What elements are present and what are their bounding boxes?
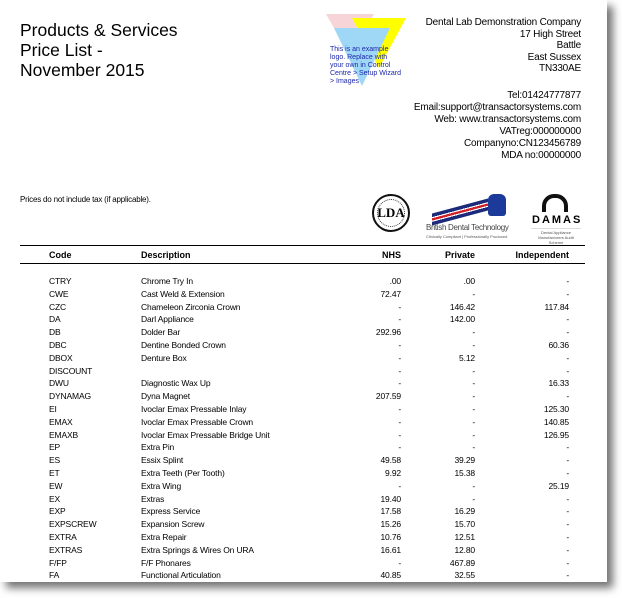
cell-code: F/FP — [49, 557, 67, 568]
cell-description: F/F Phonares — [141, 557, 191, 568]
table-row — [20, 301, 585, 314]
address-line: Battle — [556, 40, 581, 51]
table-row — [20, 288, 585, 301]
cell-description: Dyna Magnet — [141, 391, 190, 402]
cell-nhs: - — [398, 378, 401, 389]
example-logo — [322, 14, 402, 84]
cell-independent: - — [566, 288, 569, 299]
cell-description: Chameleon Zirconia Crown — [141, 301, 241, 312]
table-row — [20, 429, 585, 442]
cell-nhs: 19.40 — [380, 493, 401, 504]
cell-nhs: - — [398, 403, 401, 414]
cell-independent: - — [566, 352, 569, 363]
cell-nhs: - — [398, 339, 401, 350]
cell-code: EXPSCREW — [49, 519, 97, 530]
table-row — [20, 365, 585, 378]
table-row — [20, 544, 585, 557]
cell-nhs: 72.47 — [380, 288, 401, 299]
cell-private: - — [472, 429, 475, 440]
cell-independent: - — [566, 506, 569, 517]
table-row — [20, 313, 585, 326]
cell-nhs: - — [398, 557, 401, 568]
cell-code: DB — [49, 327, 61, 338]
cell-description: Extra Teeth (Per Tooth) — [141, 467, 225, 478]
cell-independent: - — [566, 442, 569, 453]
lda-seal-icon — [372, 194, 410, 232]
cell-description: Functional Articulation — [141, 570, 221, 581]
address-line: East Sussex — [527, 51, 581, 63]
cell-private: 32.55 — [454, 570, 475, 581]
cell-independent: - — [566, 557, 569, 568]
header-nhs: NHS — [381, 250, 401, 260]
cell-nhs: 10.76 — [380, 531, 401, 542]
cell-code: EP — [49, 442, 61, 453]
cell-private: - — [472, 378, 475, 389]
cell-description: Dolder Bar — [141, 327, 181, 338]
title-line-1: Products & Services — [20, 20, 178, 40]
cell-private: - — [472, 416, 475, 427]
cell-independent: - — [566, 519, 569, 530]
cell-nhs: - — [398, 301, 401, 312]
cell-description: Extra Pin — [141, 442, 175, 453]
damas-logo — [528, 194, 584, 245]
cell-private: 15.38 — [454, 467, 475, 478]
cell-independent: 125.30 — [543, 403, 569, 414]
cell-independent: 25.19 — [548, 480, 569, 491]
tooth-arch-icon — [542, 194, 568, 212]
table-row — [20, 531, 585, 544]
tooth-icon — [488, 194, 506, 216]
cell-independent: - — [566, 455, 569, 466]
vat-reg: VATreg:000000000 — [499, 126, 581, 137]
cell-code: EXP — [49, 506, 66, 517]
table-row — [20, 454, 585, 467]
cell-independent: 60.36 — [548, 339, 569, 350]
table-row — [20, 352, 585, 365]
cell-private: 39.29 — [454, 455, 475, 466]
cell-code: FA — [49, 570, 60, 581]
table-row — [20, 557, 585, 570]
table-row — [20, 505, 585, 518]
cell-description: Chrome Try In — [141, 276, 193, 286]
title-line-3: November 2015 — [20, 60, 145, 80]
cell-nhs: 16.61 — [380, 544, 401, 555]
bdt-title: British Dental Technology — [426, 223, 509, 232]
cell-description: Extra Repair — [141, 531, 187, 542]
cell-code: EXTRAS — [49, 544, 83, 555]
cell-private: - — [472, 339, 475, 350]
table-row — [20, 326, 585, 339]
cell-description: Cast Weld & Extension — [141, 288, 225, 299]
cell-nhs: - — [398, 365, 401, 376]
contact-block — [414, 90, 581, 162]
table-row — [20, 480, 585, 493]
cell-private: 142.00 — [449, 314, 475, 325]
company-address-block — [426, 17, 581, 75]
cell-nhs: 9.92 — [385, 467, 401, 478]
cell-code: EXTRA — [49, 531, 77, 542]
address-line: TN330AE — [539, 63, 581, 74]
cell-nhs: - — [398, 480, 401, 491]
cell-description: Expansion Screw — [141, 519, 205, 530]
cell-independent: - — [566, 544, 569, 555]
table-row — [20, 390, 585, 403]
cell-nhs: .00 — [389, 276, 401, 286]
tax-note: Prices do not include tax (if applicable). — [20, 195, 151, 204]
cell-description: Ivoclar Emax Pressable Bridge Unit — [141, 429, 270, 440]
table-row — [20, 493, 585, 506]
header-code: Code — [49, 250, 72, 260]
email: Email:support@transactorsystems.com — [413, 102, 581, 113]
header-private: Private — [444, 250, 475, 260]
cell-code: DBC — [49, 339, 67, 350]
cell-independent: - — [566, 493, 569, 504]
cell-independent: - — [566, 314, 569, 325]
cell-code: EX — [49, 493, 61, 504]
table-body — [20, 264, 585, 582]
company-number: Companyno:CN123456789 — [464, 138, 581, 149]
cell-description: Ivoclar Emax Pressable Crown — [141, 416, 254, 427]
cell-description: Essix Splint — [141, 455, 184, 466]
cell-description: Extra Wing — [141, 480, 182, 491]
cell-description: Diagnostic Wax Up — [141, 378, 211, 389]
cell-private: 15.70 — [454, 519, 475, 530]
cell-private: 467.89 — [449, 557, 475, 568]
cell-private: 5.12 — [459, 352, 475, 363]
cell-private: - — [472, 391, 475, 402]
damas-subtitle: Dental Appliance Manufacturers Audit Scheme — [531, 228, 581, 245]
cell-code: ES — [49, 455, 61, 466]
cell-nhs: - — [398, 314, 401, 325]
cell-description: Extras — [141, 493, 165, 504]
cell-independent: - — [566, 570, 569, 581]
cell-code: EW — [49, 480, 63, 491]
cell-independent: - — [566, 276, 569, 286]
table-row — [20, 275, 585, 288]
company-name: Dental Lab Demonstration Company — [425, 17, 581, 28]
address-line: 17 High Street — [519, 28, 581, 40]
table-row — [20, 467, 585, 480]
bdt-subtitle: Clinically Compliant | Professionally Produced — [426, 234, 508, 239]
cell-description: Ivoclar Emax Pressable Inlay — [141, 403, 247, 414]
cell-independent: - — [566, 327, 569, 338]
cell-nhs: 17.58 — [380, 506, 401, 517]
cell-description: Denture Box — [141, 352, 187, 363]
cell-nhs: 40.85 — [380, 570, 401, 581]
cell-nhs: 207.59 — [375, 391, 401, 402]
cell-code: CWE — [49, 288, 69, 299]
cell-code: EMAX — [49, 416, 73, 427]
mda-number: MDA no:00000000 — [501, 150, 581, 161]
cell-private: 12.51 — [454, 531, 475, 542]
cell-independent: 140.85 — [543, 416, 569, 427]
table-row — [20, 339, 585, 352]
cell-nhs: - — [398, 442, 401, 453]
cell-nhs: - — [398, 352, 401, 363]
header-description: Description — [141, 250, 191, 260]
telephone: Tel:01424777877 — [507, 90, 581, 101]
union-flag-icon — [432, 198, 488, 225]
table-row — [20, 569, 585, 582]
cell-description: Extra Springs & Wires On URA — [141, 544, 254, 555]
cell-nhs: 49.58 — [380, 455, 401, 466]
accreditation-badges — [370, 192, 590, 244]
cell-private: - — [472, 288, 475, 299]
cell-independent: 16.33 — [548, 378, 569, 389]
cell-code: DA — [49, 314, 61, 325]
cell-description: Darl Appliance — [141, 314, 194, 325]
cell-independent: - — [566, 391, 569, 402]
cell-code: DWU — [49, 378, 69, 389]
table-row — [20, 518, 585, 531]
cell-description: Dentine Bonded Crown — [141, 339, 226, 350]
cell-code: CZC — [49, 301, 67, 312]
table-row — [20, 441, 585, 454]
cell-code: ET — [49, 467, 60, 478]
damas-title: DAMAS — [532, 214, 583, 226]
cell-code: DYNAMAG — [49, 391, 91, 402]
cell-private: 12.80 — [454, 544, 475, 555]
cell-private: - — [472, 493, 475, 504]
cell-private: - — [472, 327, 475, 338]
cell-code: EMAXB — [49, 429, 79, 440]
cell-code: CTRY — [49, 276, 72, 286]
table-row — [20, 416, 585, 429]
cell-nhs: - — [398, 416, 401, 427]
cell-nhs: 15.26 — [380, 519, 401, 530]
cell-nhs: - — [398, 429, 401, 440]
cell-code: DISCOUNT — [49, 365, 93, 376]
cell-independent: 117.84 — [544, 301, 569, 312]
cell-code: DBOX — [49, 352, 73, 363]
cell-independent: - — [566, 531, 569, 542]
cell-private: 16.29 — [454, 506, 475, 517]
cell-private: - — [472, 365, 475, 376]
cell-nhs: 292.96 — [375, 327, 401, 338]
price-table — [20, 245, 585, 582]
cell-code: EI — [49, 403, 57, 414]
cell-private: - — [472, 403, 475, 414]
cell-private: - — [472, 442, 475, 453]
lda-label: LDA — [377, 205, 405, 220]
table-row — [20, 403, 585, 416]
cell-private: 146.42 — [449, 301, 475, 312]
cell-private: - — [472, 480, 475, 491]
cell-private: .00 — [463, 276, 475, 286]
logo-placeholder-text: This is an example logo. Replace with your own in Control Centre > Setup Wizard > Images — [330, 46, 402, 85]
cell-independent: 126.95 — [543, 429, 569, 440]
table-row — [20, 377, 585, 390]
cell-independent: - — [566, 467, 569, 478]
cell-independent: - — [566, 365, 569, 376]
table-header — [20, 245, 585, 264]
british-dental-technology-logo — [426, 192, 516, 242]
document-title — [20, 20, 178, 80]
cell-description: Express Service — [141, 506, 201, 517]
title-line-2: Price List - — [20, 40, 103, 60]
header-independent: Independent — [515, 250, 569, 260]
website: Web: www.transactorsystems.com — [434, 114, 581, 125]
